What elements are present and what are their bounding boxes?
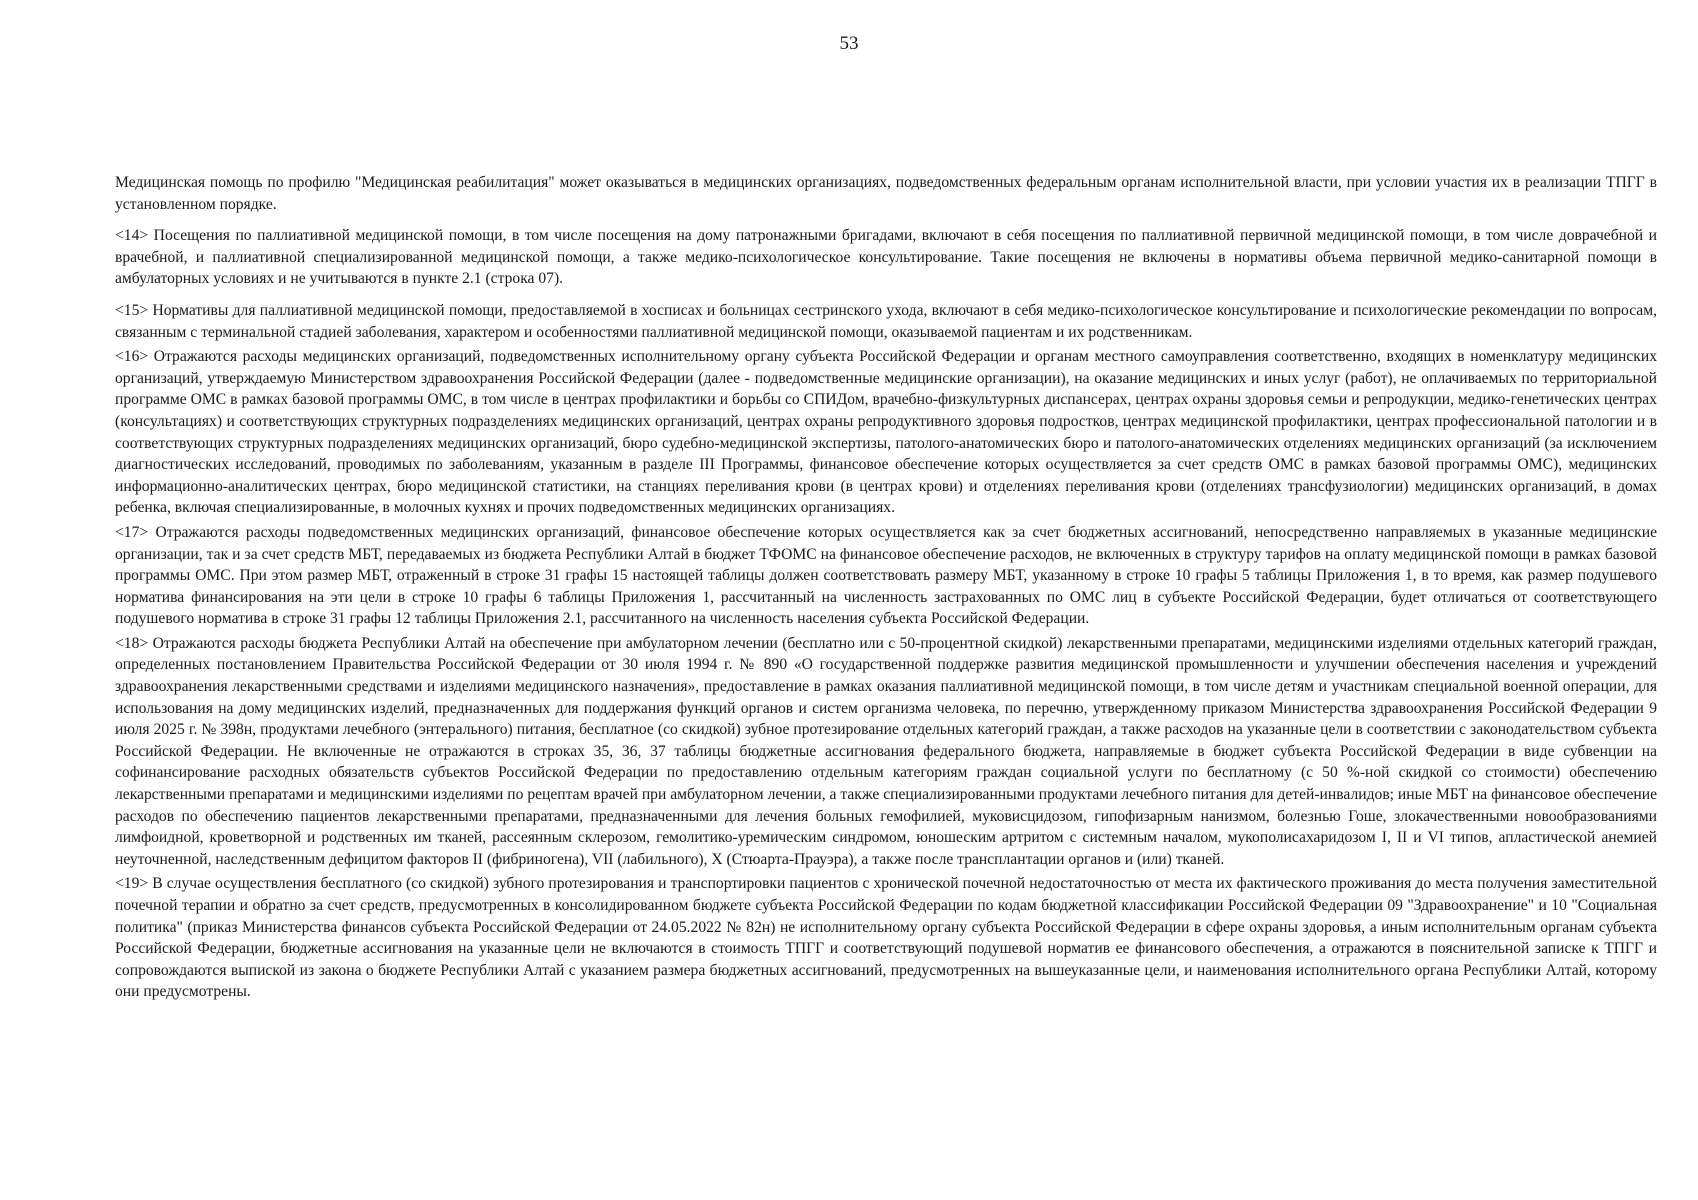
footnote-16: <16> Отражаются расходы медицинских организаций, подведомственных исполнительному органу субъекта Российской Федерации и органам местного самоуправления соответственно, входящих в номенклатуру медицинских организаций, утверждаемую Министерством здравоохранения Российской Федерации (далее - подведомственные медицинские организации), на оказание медицинских и иных услуг (работ), не оплачиваемых по территориальной программе ОМС в рамках базовой программы ОМС, в том числе в центрах профилактики и борьбы со СПИДом, врачебно-физкультурных диспансерах, центрах охраны здоровья семьи и репродукции, медико-генетических центрах (консультациях) и соответствующих структурных подразделениях медицинских организаций, центрах охраны репродуктивного здоровья подростков, центрах медицинской профилактики, центрах профессиональной патологии и в соответствующих структурных подразделениях медицинских организаций, бюро судебно-медицинской экспертизы, патолого-анатомических бюро и патолого-анатомических отделениях медицинских организаций (за исключением диагностических исследований, проводимых по заболеваниям, указанным в разделе III Программы, финансовое обеспечение которых осуществляется за счет средств ОМС в рамках базовой программы ОМС), медицинских информационно-аналитических центрах, бюро медицинской статистики, на станциях переливания крови (в центрах крови) и отделениях переливания крови (отделениях трансфузиологии) медицинских организаций, в домах ребенка, включая специализированные, в молочных кухнях и прочих подведомственных медицинских организациях. [115,348,1657,517]
footnote-15: <15> Нормативы для паллиативной медицинской помощи, предоставляемой в хосписах и больницах сестринского ухода, включают в себя медико-психологическое консультирование и психологические рекомендации по вопросам, связанным с терминальной стадией заболевания, характером и особенностями паллиативной медицинской помощи, оказываемой пациентам и их родственникам. [115,301,1657,341]
footnote-17: <17> Отражаются расходы подведомственных медицинских организаций, финансовое обеспечение которых осуществляется как за счет бюджетных ассигнований, непосредственно направляемых в указанные медицинские организации, так и за счет средств МБТ, передаваемых из бюджета Республики Алтай в бюджет ТФОМС на финансовое обеспечение расходов, не включенных в структуру тарифов на оплату медицинской помощи в рамках базовой программы ОМС. При этом размер МБТ, отраженный в строке 31 графы 15 настоящей таблицы должен соответствовать размеру МБТ, указанному в строке 10 графы 5 таблицы Приложения 1, в то время, как размер подушевого норматива финансирования на эти цели в строке 10 графы 6 таблицы Приложения 1, рассчитанный на численность застрахованных по ОМС лиц в субъекте Российской Федерации, будет отличаться от соответствующего подушевого норматива в строке 31 графы 12 таблицы Приложения 2.1, рассчитанного на численность населения субъекта Российской Федерации. [115,523,1657,628]
footnote-14: <14> Посещения по паллиативной медицинской помощи, в том числе посещения на дому патронажными бригадами, включают в себя посещения по паллиативной первичной медицинской помощи, в том числе доврачебной и врачебной, и паллиативной специализированной медицинской помощи, а также медико-психологическое консультирование. Такие посещения не включены в нормативы объема первичной медико-санитарной помощи в амбулаторных условиях и не учитываются в пункте 2.1 (строка 07). [115,227,1657,288]
footnote-18: <18> Отражаются расходы бюджета Республики Алтай на обеспечение при амбулаторном лечении (бесплатно или с 50-процентной скидкой) лекарственными препаратами, медицинскими изделиями отдельных категорий граждан, определенных постановлением Правительства Российской Федерации от 30 июля 1994 г. № 890 «О государственной поддержке развития медицинской промышленности и улучшении обеспечения населения и учреждений здравоохранения лекарственными средствами и изделиями медицинского назначения», предоставление в рамках оказания паллиативной медицинской помощи, в том числе детям и участникам специальной военной операции, для использования на дому медицинских изделий, предназначенных для поддержания функций органов и систем организма человека, по перечню, утвержденному приказом Министерства здравоохранения Российской Федерации 9 июля 2025 г. № 398н, продуктами лечебного (энтерального) питания, бесплатное (со скидкой) зубное протезирование отдельных категорий граждан, а также расходов на указанные цели в соответствии с законодательством субъекта Российской Федерации. Не включенные не отражаются в строках 35, 36, 37 таблицы бюджетные ассигнования федерального бюджета, направляемые в бюджет субъекта Российской Федерации в виде субвенции на софинансирование расходных обязательств субъектов Российской Федерации по предоставлению отдельным категориям граждан социальной услуги по бесплатному (с 50 %-ной скидкой со стоимости) обеспечению лекарственными препаратами и медицинскими изделиями по рецептам врачей при амбулаторном лечении, а также специализированными продуктами лечебного питания для детей-инвалидов; иные МБТ на финансовое обеспечение расходов по обеспечению пациентов лекарственными препаратами, предназначенными для лечения больных гемофилией, муковисцидозом, гипофизарным нанизмом, болезнью Гоше, злокачественными новообразованиями лимфоидной, кроветворной и родственных им тканей, рассеянным склерозом, гемолитико-уремическим синдромом, юношеским артритом с системным началом, мукополисахаридозом I, II и VI типов, апластической анемией неуточненной, наследственным дефицитом факторов II (фибриногена), VII (лабильного), X (Стюарта-Прауэра), а также после трансплантации органов и (или) тканей. [115,634,1657,868]
paragraph-rehabilitation-note: Медицинская помощь по профилю "Медицинская реабилитация" может оказываться в медицинских организациях, подведомственных федеральным органам исполнительной власти, при условии участия их в реализации ТПГГ в установленном порядке. [115,174,1657,213]
document-body [115,172,1657,1003]
page-number: 53 [839,33,859,54]
footnote-19: <19> В случае осуществления бесплатного (со скидкой) зубного протезирования и транспортировки пациентов с хронической почечной недостаточностью от места их фактического проживания до места получения заместительной почечной терапии и обратно за счет средств, предусмотренных в консолидированном бюджете субъекта Российской Федерации по кодам бюджетной классификации Российской Федерации 09 "Здравоохранение" и 10 "Социальная политика" (приказ Министерства финансов субъекта Российской Федерации от 24.05.2022 № 82н) не исполнительному органу субъекта Российской Федерации в сфере охраны здоровья, а иным исполнительным органам субъекта Российской Федерации, бюджетные ассигнования на указанные цели не включаются в стоимость ТПГГ и соответствующий подушевой норматив ее финансового обеспечения, а отражаются в пояснительной записке к ТПГГ и сопровождаются выпиской из закона о бюджете Республики Алтай с указанием размера бюджетных ассигнований, предусмотренных на вышеуказанные цели, и наименования исполнительного органа Республики Алтай, которому они предусмотрены. [115,875,1657,1001]
